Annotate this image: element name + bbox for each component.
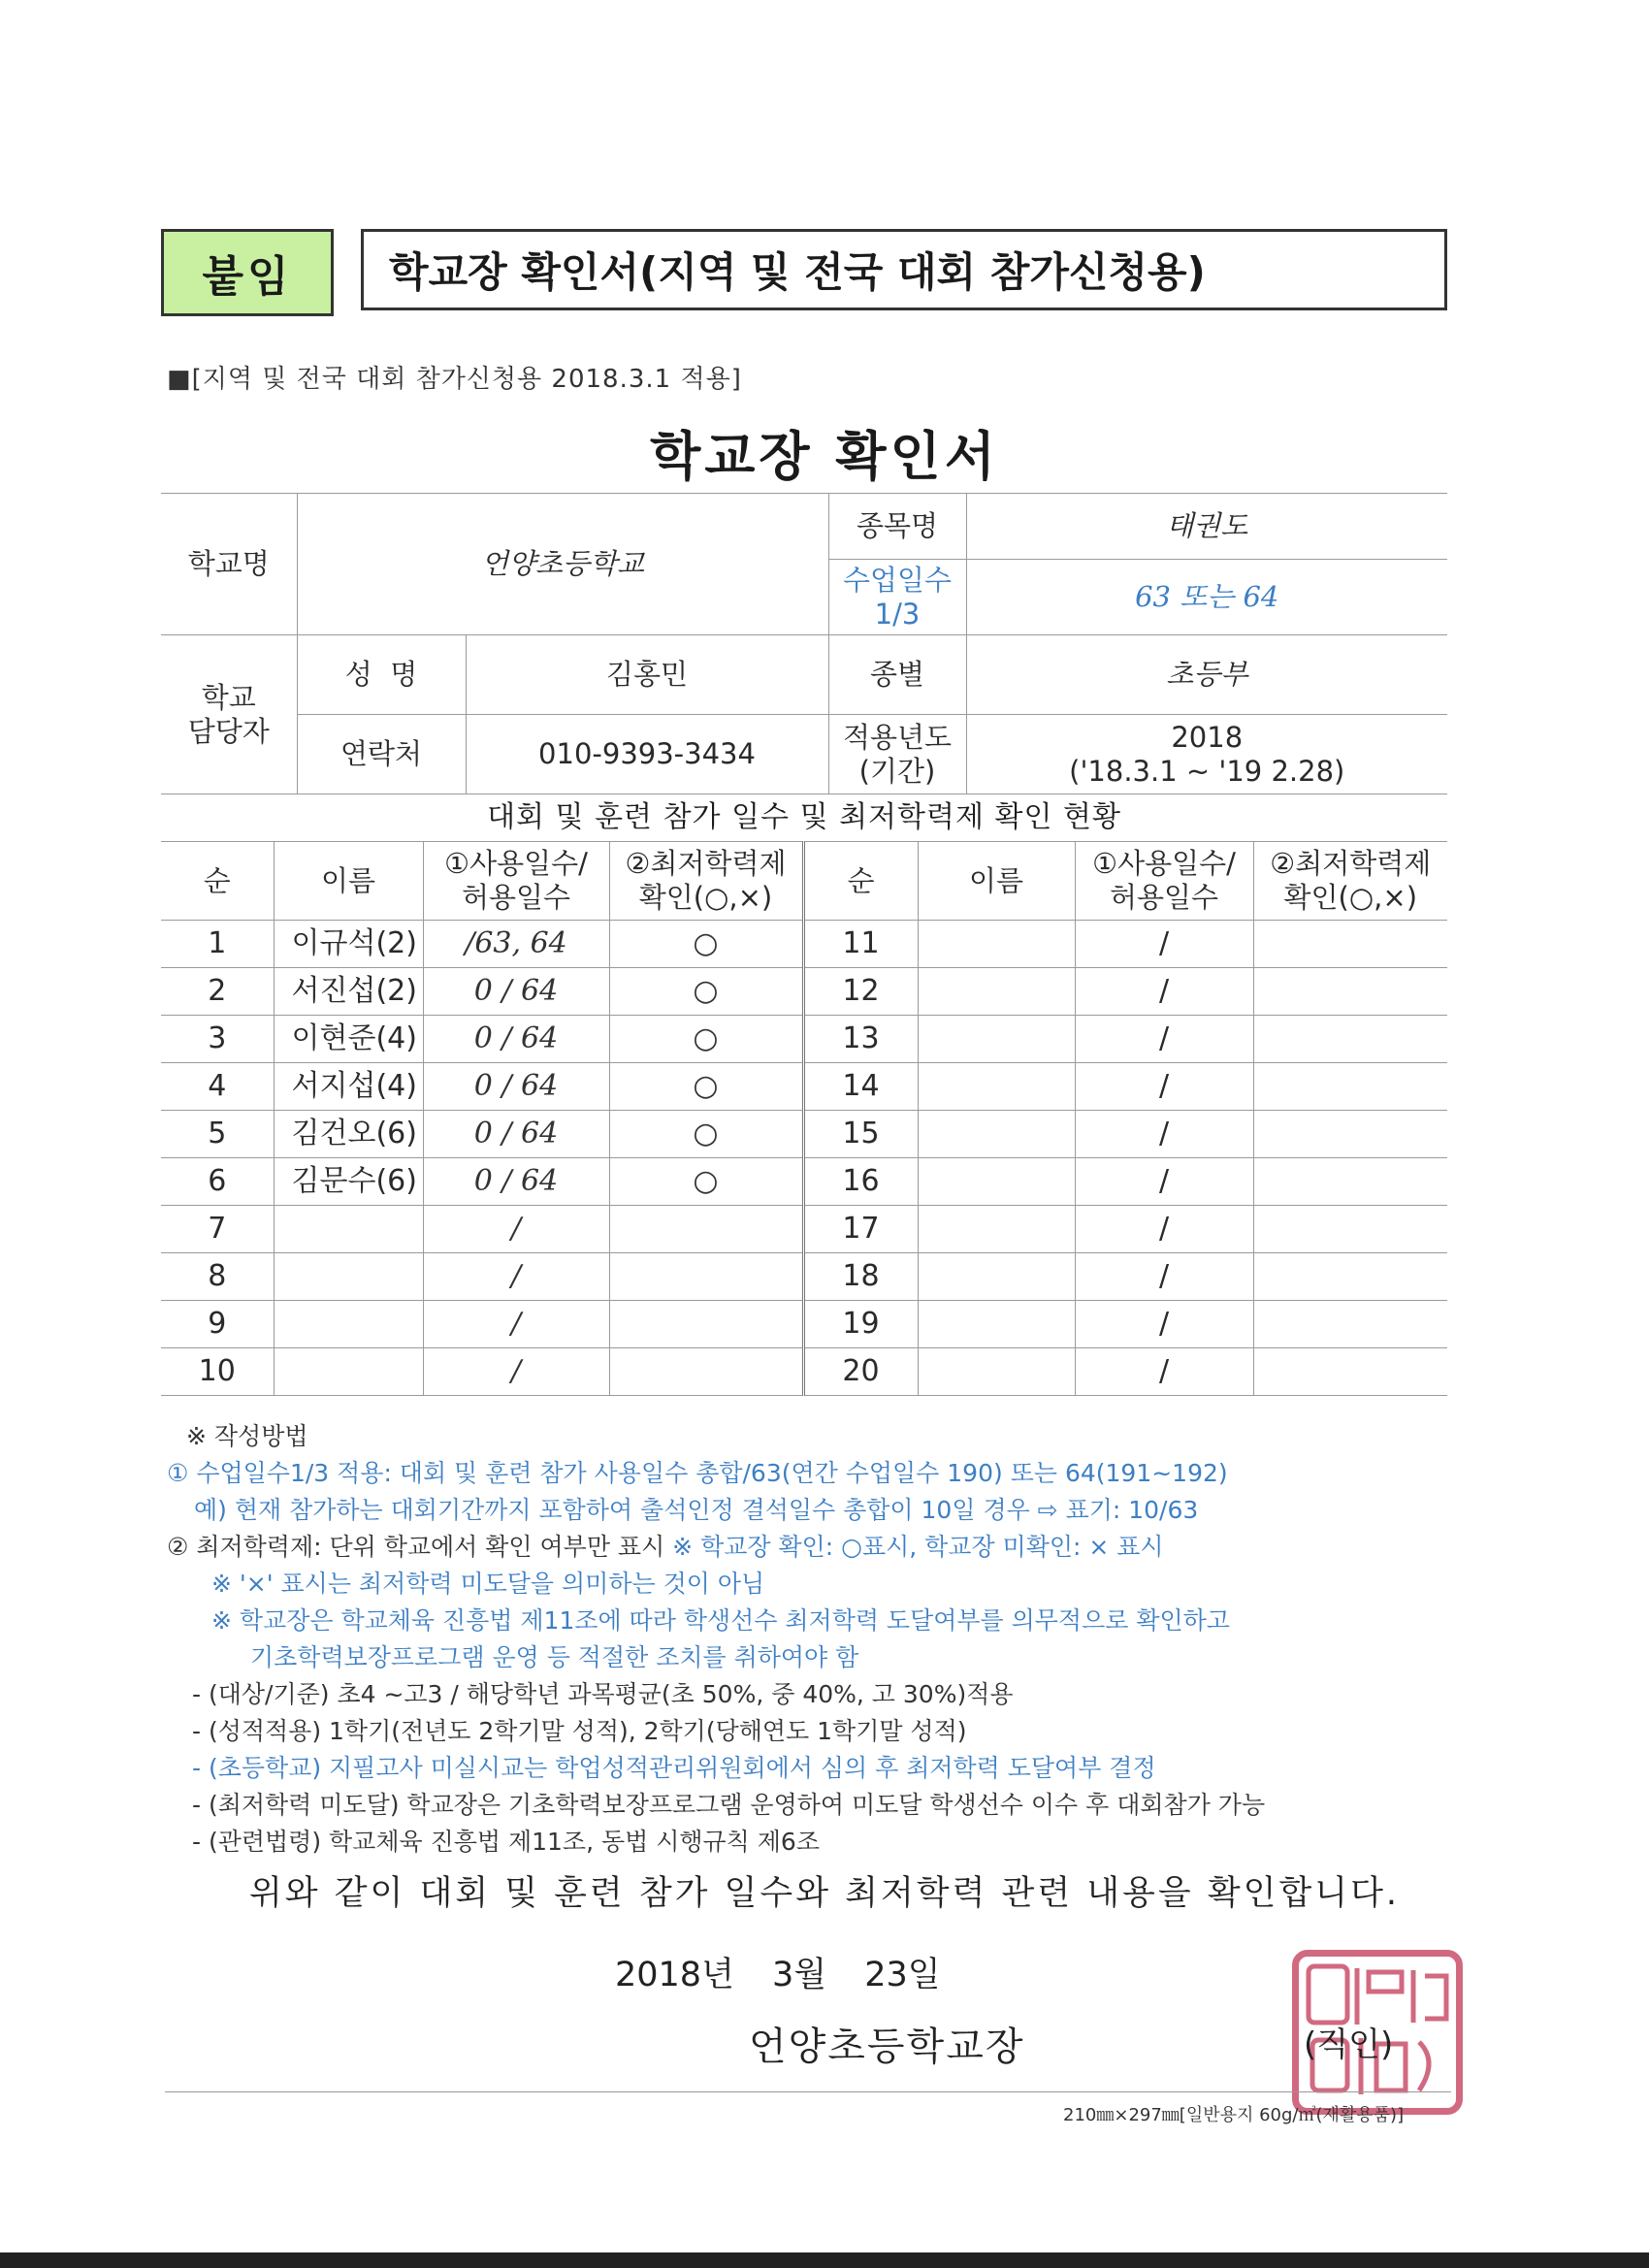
min-academic-check <box>1253 1301 1447 1348</box>
used-days: / <box>423 1348 609 1396</box>
used-days: / <box>423 1253 609 1301</box>
min-academic-check <box>1253 1063 1447 1111</box>
instruction-line-6: 기초학력보장프로그램 운영 등 적절한 조치를 취하여야 함 <box>250 1643 859 1671</box>
row-number: 8 <box>161 1253 274 1301</box>
table-row <box>161 1063 1447 1111</box>
col-header-days-line1: ①사용일수/ <box>444 847 588 881</box>
min-academic-check <box>1253 1206 1447 1253</box>
division-label: 종별 <box>828 635 966 715</box>
used-days: / <box>1075 1016 1253 1063</box>
table-row <box>161 1301 1447 1348</box>
footer-divider <box>165 2091 1451 2092</box>
row-number: 1 <box>161 921 274 968</box>
row-number: 4 <box>161 1063 274 1111</box>
seal-label: (직인) <box>1304 2025 1394 2064</box>
instruction-line-9: - (초등학교) 지필고사 미실시교는 학업성적관리위원회에서 심의 후 최저학력 도달여부 결정 <box>192 1754 1156 1782</box>
col-header-check-2-line1: ②최저학력제 <box>1270 847 1432 881</box>
student-name <box>918 1301 1075 1348</box>
school-name-value: 언양초등학교 <box>297 494 828 635</box>
min-academic-check: ○ <box>609 1111 803 1158</box>
min-academic-check: ○ <box>609 968 803 1016</box>
col-header-check-line2: 확인(○,×) <box>638 881 773 914</box>
issue-date: 2018년 3월 23일 <box>615 1956 941 1994</box>
year-value-line1: 2018 <box>1171 720 1244 754</box>
student-name: 이현준(4) <box>274 1016 423 1063</box>
school-name-label: 학교명 <box>161 494 297 635</box>
scan-edge <box>0 2252 1649 2268</box>
col-header-name: 이름 <box>274 842 423 921</box>
student-name: 서지섭(4) <box>274 1063 423 1111</box>
used-days: / <box>423 1206 609 1253</box>
min-academic-check <box>609 1253 803 1301</box>
student-name: 김문수(6) <box>274 1158 423 1206</box>
col-header-check-2 <box>1253 842 1447 921</box>
col-header-no-2: 순 <box>803 842 918 921</box>
instruction-line-4: ※ '×' 표시는 최저학력 미도달을 의미하는 것이 아님 <box>211 1570 765 1598</box>
used-days: / <box>1075 921 1253 968</box>
used-days: 0 / 64 <box>423 1063 609 1111</box>
section-title: 대회 및 훈련 참가 일수 및 최저학력제 확인 현황 <box>161 794 1447 842</box>
student-name: 김건오(6) <box>274 1111 423 1158</box>
manager-label-line1: 학교 <box>201 680 256 714</box>
student-name <box>918 1348 1075 1396</box>
used-days: / <box>1075 1301 1253 1348</box>
row-number: 17 <box>803 1206 918 1253</box>
year-label-line2: (기간) <box>858 754 936 788</box>
row-number: 20 <box>803 1348 918 1396</box>
year-label <box>828 715 966 794</box>
col-header-name-2: 이름 <box>918 842 1075 921</box>
class-days-label-line2: 1/3 <box>874 597 921 631</box>
used-days: / <box>1075 1111 1253 1158</box>
min-academic-check <box>1253 921 1447 968</box>
row-number: 18 <box>803 1253 918 1301</box>
table-row <box>161 1111 1447 1158</box>
used-days: / <box>1075 1206 1253 1253</box>
instruction-line-1: ① 수업일수1/3 적용: 대회 및 훈련 참가 사용일수 총합/63(연간 수업일수 190) 또는 64(191~192) <box>167 1459 1228 1487</box>
used-days: /63, 64 <box>423 921 609 968</box>
contact-value: 010-9393-3434 <box>466 715 828 794</box>
table-row <box>161 1253 1447 1301</box>
manager-label-line2: 담당자 <box>187 714 270 748</box>
event-label: 종목명 <box>828 494 966 560</box>
col-header-check <box>609 842 803 921</box>
student-name: 서진섭(2) <box>274 968 423 1016</box>
col-header-check-2-line2: 확인(○,×) <box>1283 881 1418 914</box>
year-value <box>966 715 1447 794</box>
instruction-line-3 <box>167 1529 1467 1566</box>
used-days: / <box>423 1301 609 1348</box>
instruction-line-11: - (관련법령) 학교체육 진흥법 제11조, 동법 시행규칙 제6조 <box>192 1828 820 1856</box>
row-number: 7 <box>161 1206 274 1253</box>
col-header-days-2 <box>1075 842 1253 921</box>
instruction-line-5: ※ 학교장은 학교체육 진흥법 제11조에 따라 학생선수 최저학력 도달여부를 의무적으로 확인하고 <box>211 1606 1230 1635</box>
min-academic-check <box>1253 1158 1447 1206</box>
table-row <box>161 921 1447 968</box>
student-name <box>274 1348 423 1396</box>
principal-title: 언양초등학교장 <box>749 2025 1025 2069</box>
col-header-check-line1: ②최저학력제 <box>625 847 787 881</box>
used-days: / <box>1075 1158 1253 1206</box>
student-name <box>274 1206 423 1253</box>
instructions-heading: ※ 작성방법 <box>186 1422 308 1450</box>
paper-spec-note: 210㎜×297㎜[일반용지 60g/㎡(재활용품)] <box>1063 2105 1405 2125</box>
manager-name-value: 김홍민 <box>466 635 828 715</box>
table-row <box>161 1348 1447 1396</box>
student-name <box>918 1158 1075 1206</box>
used-days: 0 / 64 <box>423 1111 609 1158</box>
contact-label: 연락처 <box>297 715 466 794</box>
manager-label <box>161 635 297 794</box>
roster-body <box>161 921 1447 1396</box>
used-days: 0 / 64 <box>423 968 609 1016</box>
class-days-label-line1: 수업일수 <box>842 563 953 597</box>
student-name <box>918 1016 1075 1063</box>
min-academic-check: ○ <box>609 1063 803 1111</box>
student-name: 이규석(2) <box>274 921 423 968</box>
division-value: 초등부 <box>966 635 1447 715</box>
student-name <box>918 921 1075 968</box>
student-name <box>918 968 1075 1016</box>
class-days-label <box>828 560 966 635</box>
school-info-table <box>161 493 1447 794</box>
used-days: 0 / 64 <box>423 1016 609 1063</box>
min-academic-check: ○ <box>609 1016 803 1063</box>
attachment-label: 붙임 <box>161 229 334 316</box>
min-academic-check <box>609 1206 803 1253</box>
min-academic-check: ○ <box>609 921 803 968</box>
min-academic-check <box>1253 1016 1447 1063</box>
col-header-no: 순 <box>161 842 274 921</box>
event-value: 태권도 <box>966 494 1447 560</box>
col-header-days-2-line2: 허용일수 <box>1109 881 1219 914</box>
student-name <box>918 1063 1075 1111</box>
row-number: 11 <box>803 921 918 968</box>
table-row <box>161 1016 1447 1063</box>
col-header-days <box>423 842 609 921</box>
row-number: 3 <box>161 1016 274 1063</box>
instruction-line-8: - (성적적용) 1학기(전년도 2학기말 성적), 2학기(당해연도 1학기말 성적) <box>192 1717 967 1745</box>
participation-table <box>161 794 1447 1396</box>
row-number: 2 <box>161 968 274 1016</box>
table-row <box>161 968 1447 1016</box>
used-days: / <box>1075 1348 1253 1396</box>
student-name <box>274 1253 423 1301</box>
row-number: 10 <box>161 1348 274 1396</box>
used-days: 0 / 64 <box>423 1158 609 1206</box>
instruction-line-3b: ※ 학교장 확인: ○표시, 학교장 미확인: × 표시 <box>672 1533 1164 1561</box>
instruction-line-7: - (대상/기준) 초4 ~고3 / 해당학년 과목평균(초 50%, 중 40%, 고 30%)적용 <box>192 1680 1014 1708</box>
instruction-line-2: 예) 현재 참가하는 대회기간까지 포함하여 출석인정 결석일수 총합이 10일 경우 ⇨ 표기: 10/63 <box>194 1496 1199 1524</box>
min-academic-check <box>1253 1253 1447 1301</box>
row-number: 15 <box>803 1111 918 1158</box>
row-number: 19 <box>803 1301 918 1348</box>
row-number: 5 <box>161 1111 274 1158</box>
class-days-value: 63 또는 64 <box>966 560 1447 635</box>
student-name <box>918 1111 1075 1158</box>
min-academic-check <box>609 1348 803 1396</box>
year-label-line1: 적용년도 <box>842 720 953 754</box>
row-number: 14 <box>803 1063 918 1111</box>
min-academic-check <box>1253 1111 1447 1158</box>
confirmation-statement: 위와 같이 대회 및 훈련 참가 일수와 최저학력 관련 내용을 확인합니다. <box>248 1874 1401 1913</box>
used-days: / <box>1075 1253 1253 1301</box>
student-name <box>918 1253 1075 1301</box>
instruction-line-10: - (최저학력 미도달) 학교장은 기초학력보장프로그램 운영하여 미도달 학생선수 이수 후 대회참가 가능 <box>192 1791 1266 1819</box>
year-value-line2: ('18.3.1 ~ '19 2.28) <box>1069 754 1345 788</box>
min-academic-check <box>1253 968 1447 1016</box>
page-title: 학교장 확인서 <box>650 426 999 487</box>
student-name <box>274 1301 423 1348</box>
used-days: / <box>1075 968 1253 1016</box>
used-days: / <box>1075 1063 1253 1111</box>
min-academic-check: ○ <box>609 1158 803 1206</box>
document-title: 학교장 확인서(지역 및 전국 대회 참가신청용) <box>361 229 1447 310</box>
row-number: 6 <box>161 1158 274 1206</box>
row-number: 9 <box>161 1301 274 1348</box>
instructions <box>167 1418 1467 1861</box>
row-number: 16 <box>803 1158 918 1206</box>
row-number: 12 <box>803 968 918 1016</box>
min-academic-check <box>1253 1348 1447 1396</box>
row-number: 13 <box>803 1016 918 1063</box>
table-row <box>161 1206 1447 1253</box>
manager-name-label: 성 명 <box>297 635 466 715</box>
student-name <box>918 1206 1075 1253</box>
instruction-line-3a: ② 최저학력제: 단위 학교에서 확인 여부만 표시 <box>167 1533 673 1561</box>
col-header-days-2-line1: ①사용일수/ <box>1092 847 1236 881</box>
table-row <box>161 1158 1447 1206</box>
application-note: ■[지역 및 전국 대회 참가신청용 2018.3.1 적용] <box>167 365 742 394</box>
col-header-days-line2: 허용일수 <box>461 881 571 914</box>
min-academic-check <box>609 1301 803 1348</box>
